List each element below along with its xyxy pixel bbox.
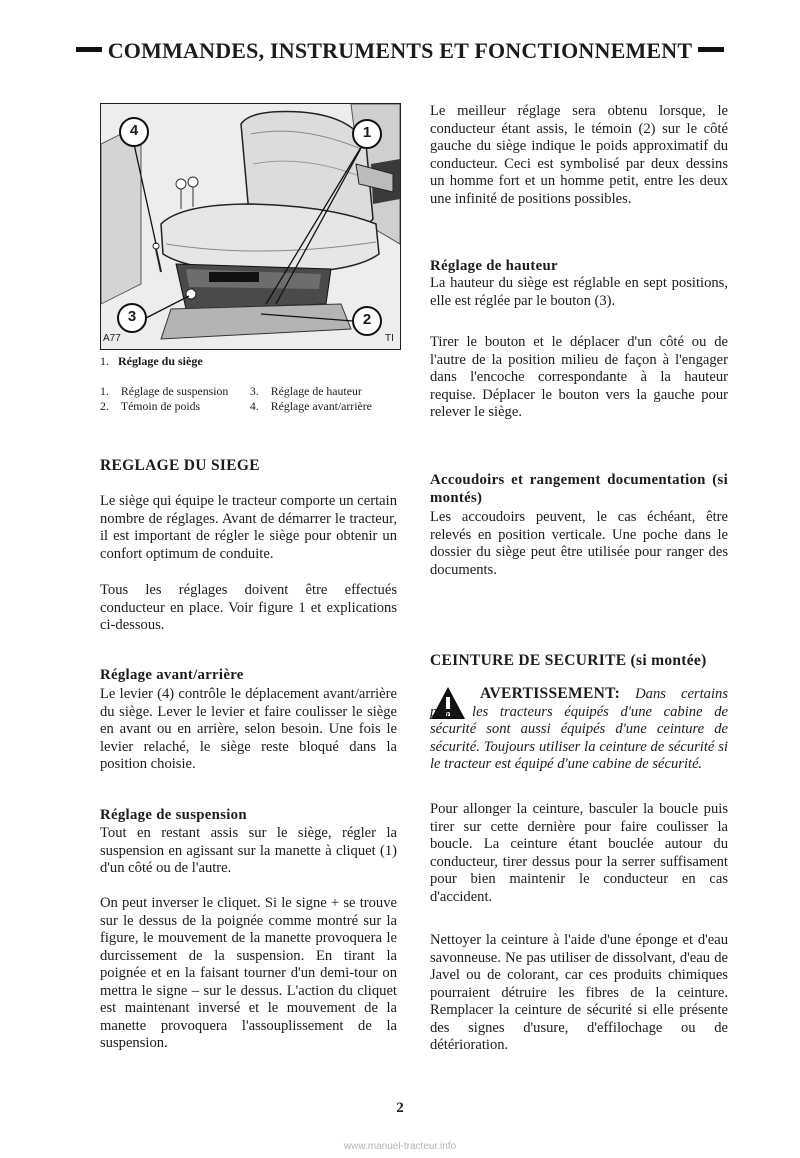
subtitle-avant-arriere: Réglage avant/arrière — [100, 667, 244, 683]
callout-3: 3 — [127, 308, 137, 325]
seat-figure — [100, 103, 401, 350]
header-bar-right — [698, 47, 724, 52]
right-intro: Le meilleur réglage sera obtenu lorsque, le conducteur étant assis, le témoin (2) sur le côté gauche du siège indique le poids approximatif du conducteur. Ceci est symbolisé par deux dessins un homme fort et un homme petit, entre les deux une infinité de positions possibles. — [430, 103, 728, 207]
page-header — [0, 38, 800, 64]
seat-illustration — [101, 104, 400, 349]
warning-text: Dans certains pays, les tracteurs équipés d'une cabine de sécurité sont aussi équipés d'une ceinture de sécurité. Toujours utiliser la ceinture de sécurité si le tracteur est équipé d'une cabine de sécurité. — [430, 686, 728, 772]
legend-text: Témoin de poids — [120, 399, 201, 413]
legend-num: 3. — [249, 384, 259, 398]
caption-number: 1. — [100, 354, 109, 368]
header-bar-left — [76, 47, 102, 52]
legend-num: 2. — [100, 399, 109, 413]
legend-num: 1. — [100, 384, 109, 398]
section-title-ceinture: CEINTURE DE SECURITE (si montée) — [430, 652, 707, 669]
figure-code-right: TI — [385, 333, 394, 344]
caption-title: Réglage du siège — [118, 354, 203, 368]
subtitle-accoudoirs: Accoudoirs et rangement documentation (si montés) — [430, 472, 728, 506]
callout-2: 2 — [362, 311, 372, 328]
hauteur-text-2: Tirer le bouton et le déplacer d'un côté ou de l'autre de la position milieu de façon à l'engager dans l'encoche correspondante à la hauteur requise. Déplacer le bouton vers la gauche pour relever le siège. — [430, 334, 728, 420]
intro-paragraph-1: Le siège qui équipe le tracteur comporte un certain nombre de réglages. Avant de démarrer le tracteur, il est important de régler le siège pour obtenir un confort optimum de conduite. — [100, 493, 397, 562]
figure-caption — [100, 353, 203, 369]
subtitle-suspension: Réglage de suspension — [100, 807, 247, 823]
suspension-text: Tout en restant assis sur le siège, régler la suspension en agissant sur la manette à cliquet (1) d'un côté ou de l'autre. — [100, 825, 397, 876]
subtitle-hauteur: Réglage de hauteur — [430, 258, 558, 274]
section-title-reglage-siege: REGLAGE DU SIEGE — [100, 457, 260, 474]
legend-text: Réglage de suspension — [120, 384, 229, 398]
header-title: COMMANDES, INSTRUMENTS ET FONCTIONNEMENT — [107, 38, 693, 63]
accoudoirs-text: Les accoudoirs peuvent, le cas échéant, être relevés en position verticale. Une poche dans le dossier du siège peut être utilisée pour ranger des documents. — [430, 509, 728, 578]
warning-block — [430, 685, 728, 774]
intro-paragraph-2: Tous les réglages doivent être effectués conducteur en place. Voir figure 1 et explications ci-dessous. — [100, 582, 397, 633]
legend-text: Réglage avant/arrière — [270, 399, 372, 413]
legend-num: 4. — [249, 399, 259, 413]
warning-label: AVERTISSEMENT: — [480, 685, 621, 702]
figure-code: A77 — [103, 333, 121, 344]
avant-arriere-text: Le levier (4) contrôle le déplacement avant/arrière du siège. Lever le levier et faire coulisser le siège en avant ou en arrière, selon besoin. Une fois le levier relaché, le siège reste bloqué dans la position choisie. — [100, 686, 397, 772]
suspension-text-2: On peut inverser le cliquet. Si le signe + se trouve sur le dessus de la poignée comme montré sur la figure, le mouvement de la manette provoquera le durcissement de la suspension. En tirant la poignée et en la faisant tourner d'un demi-tour on mettra le signe – sur le dessus. L'action du cliquet est maintenant inversé et le mouvement de la manette provoquera l'assouplissement de la suspension. — [100, 895, 397, 1051]
figure-legend — [98, 384, 374, 414]
hauteur-text: La hauteur du siège est réglable en sept positions, elle est réglée par le bouton (3). — [430, 275, 728, 309]
website-footer: www.manuel-tracteur.info — [343, 1141, 457, 1152]
legend-text: Réglage de hauteur — [270, 384, 362, 398]
ceinture-paragraph-1: Pour allonger la ceinture, basculer la boucle puis tirer sur cette dernière pour faire coulisser la boucle. La ceinture étant bouclée autour du conducteur, tirer dessus pour la serrer suffisament pour bien maintenir le conducteur en cas d'accident. — [430, 801, 728, 905]
callout-1: 1 — [362, 124, 372, 141]
ceinture-paragraph-2: Nettoyer la ceinture à l'aide d'une éponge et d'eau savonneuse. Ne pas utiliser de dissolvant, d'eau de Javel ou de colorant, car ces produits chimiques pourraient détruire les fibres de la ceinture. Remplacer la ceinture de sécurité si elle présente des signes d'usure, d'effilochage ou de détérioration. — [430, 932, 728, 1053]
page-number: 2 — [396, 1100, 404, 1116]
callout-4: 4 — [129, 122, 139, 139]
